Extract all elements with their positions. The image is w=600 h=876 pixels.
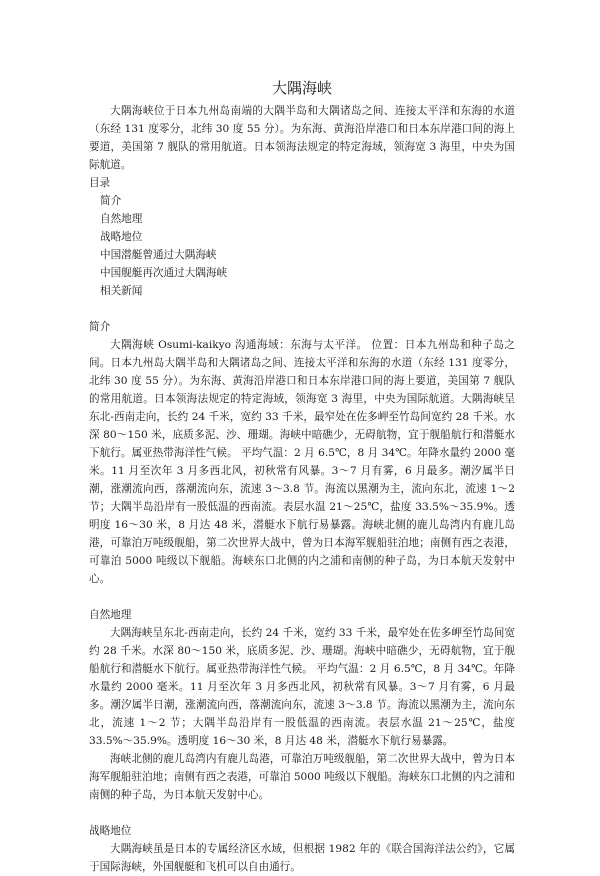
intro-paragraph: 大隅海峡位于日本九州岛南端的大隅半岛和大隅诸岛之间、连接太平洋和东海的水道（东经 131 度零分，北纬 30 度 55 分）。为东海、黄海沿岸港口和日本东岸港口间的海上要道，美国第 7 舰队的常用航道。日本领海法规定的特定海域，领海宽 3 海里，中央为国际航道。 [89, 105, 515, 171]
section-heading-strategy: 战略地位 [89, 825, 132, 837]
toc-item-summary[interactable]: 简介 [100, 195, 122, 207]
toc-item-news[interactable]: 相关新闻 [100, 285, 143, 297]
section-spacer [89, 300, 515, 318]
section-spacer [89, 804, 515, 822]
toc-item-strategy[interactable]: 战略地位 [100, 231, 143, 243]
toc-heading: 目录 [89, 177, 111, 189]
geography-paragraph-1: 大隅海峡呈东北-西南走向，长约 24 千米，宽约 33 千米，最窄处在佐多岬至竹岛间宽约 28 千米。水深 80～150 米，底质多泥、沙、珊瑚。海峡中暗礁少，无碍航物，宜于舰船航行和潜艇水下航行。属亚热带海洋性气候。 平均气温：2 月 6.5℃，8 月 34℃。年降水量约 2000 毫米。11 月至次年 3 月多西北风，初秋常有风暴。3～7 月有雾，6 月最多。潮汐属半日潮，涨潮流向西，落潮流向东，流速 3～3.8 节。海流以黑潮为主，流向东北，流速 1～2 节；大隅半岛沿岸有一股低温的西南流。表层水温 21～25℃，盐度 33.5%～35.9%。透明度 16～30 米，8 月达 48 米，潜艇水下航行易暴露。 [89, 627, 515, 747]
toc-item-geography[interactable]: 自然地理 [100, 213, 143, 225]
section-heading-summary: 简介 [89, 321, 111, 333]
toc-item-submarine[interactable]: 中国潜艇曾通过大隅海峡 [100, 249, 217, 261]
geography-paragraph-2: 海峡北侧的鹿儿岛湾内有鹿儿岛港，可靠泊万吨级舰船，第二次世界大战中，曾为日本海军舰船驻泊地；南侧有西之表港，可靠泊 5000 吨级以下舰船。海峡东口北侧的内之浦和南侧的种子岛，为日本航天发射中心。 [89, 753, 515, 801]
section-spacer [89, 588, 515, 606]
page-title: 大隅海峡 [271, 79, 332, 97]
section-heading-geography: 自然地理 [89, 609, 132, 621]
table-of-contents [89, 192, 515, 300]
document-page [89, 76, 515, 876]
summary-paragraph: 大隅海峡 Osumi-kaikyo 沟通海域：东海与太平洋。 位置：日本九州岛和种子岛之间。日本九州岛大隅半岛和大隅诸岛之间、连接太平洋和东海的水道（东经 131 度零分，北纬 30 度 55 分）。为东海、黄海沿岸港口和日本东岸港口间的海上要道，美国第 7 舰队的常用航道。日本领海法规定的特定海域，领海宽 3 海里，中央为国际航道。大隅海峡呈东北-西南走向，长约 24 千米，宽约 33 千米，最窄处在佐多岬至竹岛间宽约 28 千米。水深 80～150 米，底质多泥、沙、珊瑚。海峡中暗礁少，无碍航物，宜于舰船航行和潜艇水下航行。属亚热带海洋性气候。 平均气温：2 月 6.5℃，8 月 34℃。年降水量约 2000 毫米。11 月至次年 3 月多西北风，初秋常有风暴。3～7 月有雾，6 月最多。潮汐属半日潮，涨潮流向西，落潮流向东，流速 3～3.8 节。海流以黑潮为主，流向东北，流速 1～2 节；大隅半岛沿岸有一股低温的西南流。表层水温 21～25℃，盐度 33.5%～35.9%。透明度 16～30 米，8 月达 48 米，潜艇水下航行易暴露。海峡北侧的鹿儿岛湾内有鹿儿岛港，可靠泊万吨级舰船，第二次世界大战中，曾为日本海军舰船驻泊地；南侧有西之表港，可靠泊 5000 吨级以下舰船。海峡东口北侧的内之浦和南侧的种子岛，为日本航天发射中心。 [89, 339, 515, 585]
strategy-paragraph: 大隅海峡虽是日本的专属经济区水域，但根据 1982 年的《联合国海洋法公约》，它属于国际海峡，外国舰艇和飞机可以自由通行。 [89, 843, 515, 873]
toc-item-ships[interactable]: 中国舰艇再次通过大隅海峡 [100, 267, 228, 279]
